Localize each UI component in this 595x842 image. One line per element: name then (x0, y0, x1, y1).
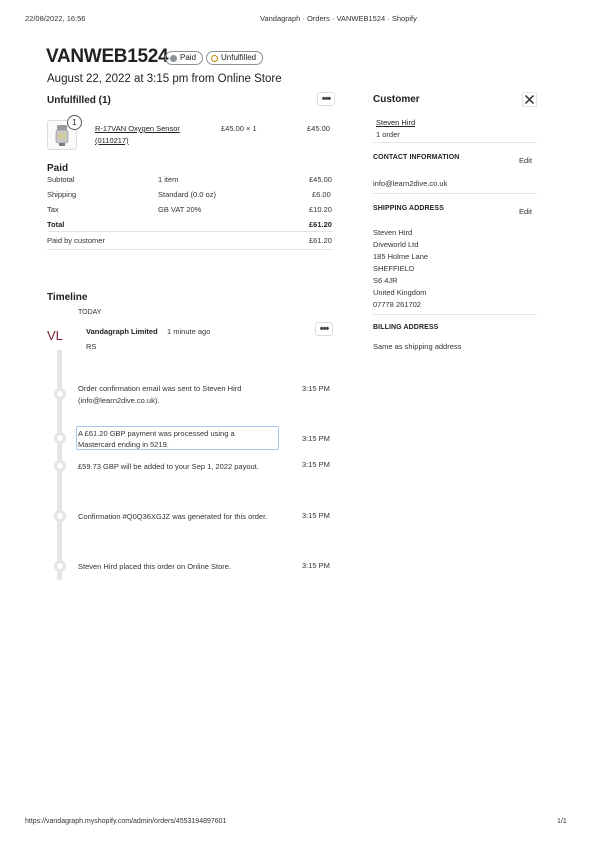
close-icon (525, 95, 534, 104)
unfulfilled-badge (206, 51, 263, 65)
print-datetime: 22/08/2022, 16:56 (25, 14, 86, 23)
customer-divider (373, 142, 537, 143)
timeline-day-label: TODAY (78, 309, 102, 316)
timeline-dot (54, 432, 66, 444)
paid-divider (47, 231, 333, 232)
remove-customer-button[interactable] (522, 92, 537, 107)
unfulfilled-status-icon (211, 55, 218, 62)
shipping-address-title: SHIPPING ADDRESS (373, 205, 444, 212)
subtotal-label: Subtotal (47, 175, 75, 184)
timeline-event-text: Confirmation #Q0Q36XGJZ was generated for this order. (78, 512, 268, 521)
address-phone: 07778 261702 (373, 300, 421, 309)
shipping-label: Shipping (47, 190, 77, 199)
timeline-event-time: 3:15 PM (302, 511, 330, 520)
billing-address-title: BILLING ADDRESS (373, 324, 439, 331)
timeline-event-time: 3:15 PM (302, 434, 330, 443)
paid-bottom-divider (47, 249, 333, 250)
print-doc-title: Vandagraph · Orders · VANWEB1524 · Shopify (260, 14, 417, 23)
tax-detail: GB VAT 20% (158, 205, 202, 214)
billing-address-text: Same as shipping address (373, 342, 462, 351)
timeline-event-time: 3:15 PM (302, 460, 330, 469)
contact-information-title: CONTACT INFORMATION (373, 154, 460, 161)
comment-more-actions-icon[interactable]: ••• (315, 322, 333, 336)
print-page-number: 1/1 (557, 818, 567, 825)
timeline-title: Timeline (47, 292, 88, 303)
paid-by-customer-amount: £61.20 (309, 236, 332, 245)
shipping-detail: Standard (0.0 oz) (158, 190, 216, 199)
address-line: 185 Holme Lane (373, 252, 429, 261)
subtotal-amount: £45.00 (309, 175, 332, 184)
address-line: SHEFFIELD (373, 264, 415, 273)
product-quantity-badge: 1 (67, 115, 82, 130)
order-title: VANWEB1524 (46, 46, 169, 67)
comment-author-avatar: VL (47, 328, 63, 343)
customer-name-link[interactable]: Steven Hird (376, 118, 416, 127)
customer-email-link[interactable]: info@learn2dive.co.uk (373, 179, 448, 188)
address-line: Diveworld Ltd (373, 240, 419, 249)
timeline-event-time: 3:15 PM (302, 561, 330, 570)
customer-order-count: 1 order (376, 130, 400, 139)
shipping-divider (373, 314, 537, 315)
shipping-amount: £6.00 (312, 190, 331, 199)
comment-time-ago: 1 minute ago (167, 327, 211, 336)
order-subtitle: August 22, 2022 at 3:15 pm from Online Store (47, 73, 282, 85)
edit-shipping-address-button[interactable]: Edit (519, 207, 532, 216)
comment-author: Vandagraph Limited (86, 327, 158, 336)
subtotal-detail: 1 item (158, 175, 179, 184)
total-label: Total (47, 220, 65, 229)
timeline-dot (54, 510, 66, 522)
address-line: Steven Hird (373, 228, 413, 237)
contact-divider (373, 193, 537, 194)
timeline-event-text: Order confirmation email was sent to Steven Hird (78, 384, 242, 393)
paid-title: Paid (47, 163, 69, 174)
timeline-event-text: £59.73 GBP will be added to your Sep 1, 2022 payout. (78, 462, 259, 471)
timeline-dot (54, 560, 66, 572)
tax-label: Tax (47, 205, 59, 214)
address-line: United Kingdom (373, 288, 427, 297)
address-line: S6 4JR (373, 276, 398, 285)
product-line-total: £45.00 (307, 124, 330, 133)
total-amount: £61.20 (309, 220, 332, 229)
unfulfilled-badge-label: Unfulfilled (221, 53, 257, 62)
timeline-event-text-cont: Mastercard ending in 5219. (78, 440, 169, 449)
paid-badge (165, 51, 203, 65)
timeline-dot (54, 388, 66, 400)
edit-contact-button[interactable]: Edit (519, 156, 532, 165)
timeline-dot (54, 460, 66, 472)
comment-text: RS (86, 342, 97, 351)
tax-amount: £10.20 (309, 205, 332, 214)
paid-badge-label: Paid (180, 53, 197, 62)
unfulfilled-more-actions-icon[interactable]: ••• (317, 92, 335, 106)
unfulfilled-title: Unfulfilled (1) (47, 95, 111, 106)
timeline-event-text: Steven Hird placed this order on Online Store. (78, 562, 231, 571)
print-url: https://vandagraph.myshopify.com/admin/orders/4553194897601 (25, 818, 227, 825)
product-name-link[interactable]: R-17VAN Oxygen Sensor (95, 124, 180, 133)
timeline-event-text-cont: (info@learn2dive.co.uk). (78, 396, 160, 405)
paid-status-icon (170, 55, 177, 62)
product-unit-price: £45.00 × 1 (221, 124, 257, 133)
timeline-event-time: 3:15 PM (302, 384, 330, 393)
product-sku-link[interactable]: (0110217) (95, 136, 129, 145)
timeline-event-text: A £61.20 GBP payment was processed using a (78, 429, 235, 438)
paid-by-customer-label: Paid by customer (47, 236, 105, 245)
customer-title: Customer (373, 94, 420, 105)
